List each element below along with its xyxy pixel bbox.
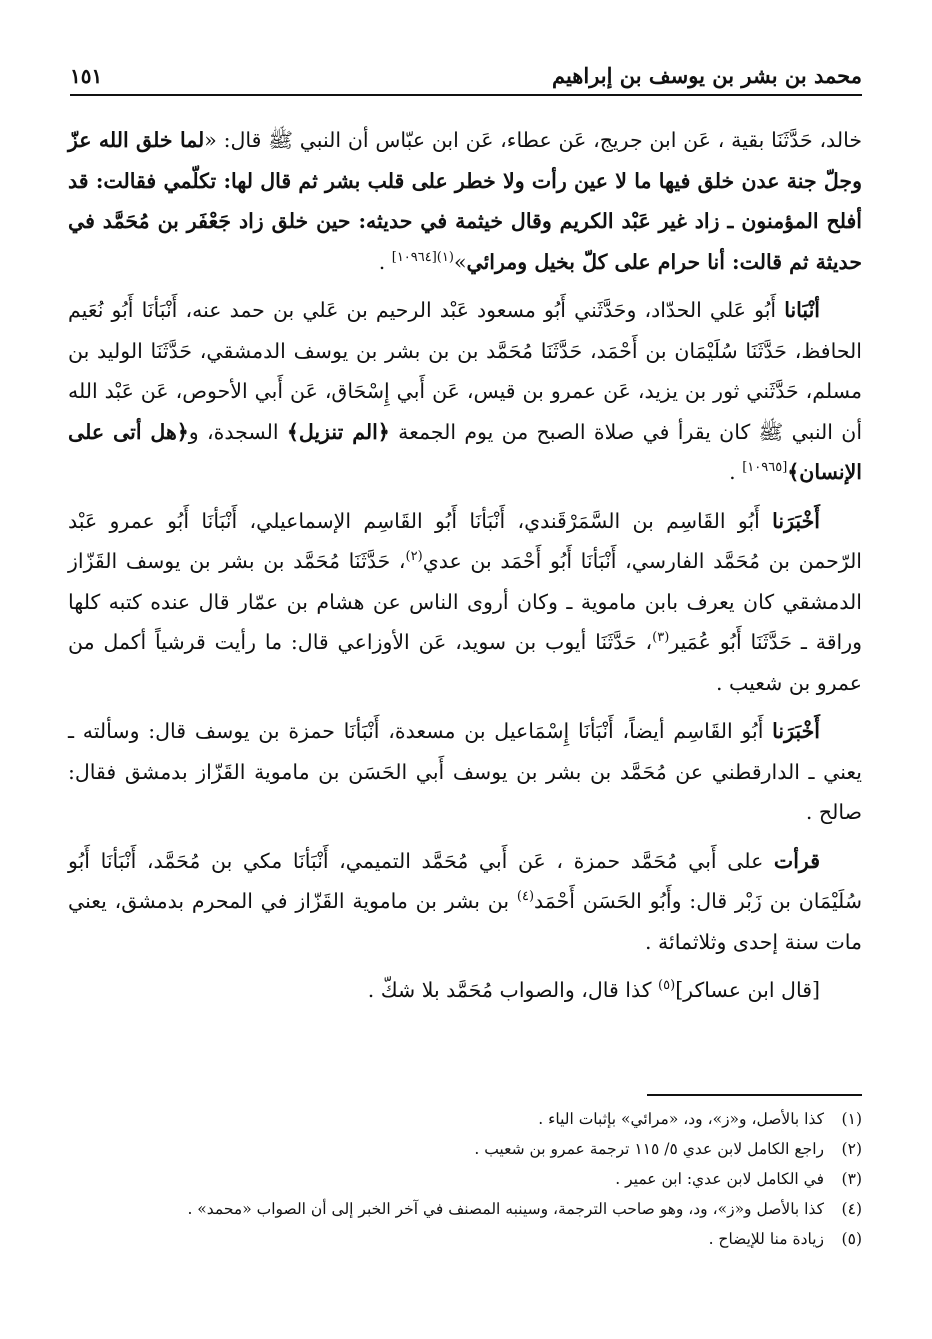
paragraph-1 bbox=[68, 120, 862, 282]
quote-close: » bbox=[453, 249, 467, 274]
paragraph-text: بن بشر بن ماموية القَزّاز في المحرم بدمشق، يعني مات سنة إحدى وثلاثمائة . bbox=[68, 889, 862, 954]
page-header bbox=[70, 52, 862, 96]
footnote-divider bbox=[647, 1094, 862, 1096]
footnote-number: (٤) bbox=[841, 1200, 862, 1218]
footnote-number: (١) bbox=[841, 1110, 862, 1128]
footnote-ref: (١)[١٠٩٦٤] bbox=[391, 249, 454, 265]
paragraph-text: ، حَدَّثَنَا أيوب بن سويد، عَن الأوزاعي قال: ما رأيت قرشياً أكمل من عمرو بن شعيب . bbox=[68, 630, 862, 695]
paragraph-6 bbox=[68, 970, 862, 1011]
footnote-item bbox=[70, 1164, 862, 1194]
footnote-number: (٢) bbox=[841, 1140, 862, 1158]
page-number: ١٥١ bbox=[70, 64, 103, 88]
footnote-ref: (٣) bbox=[652, 630, 670, 646]
paragraph-lead: أنْبَانا bbox=[784, 298, 820, 322]
paragraph-text: على أَبي مُحَمَّد حمزة ، عَن أَبي مُحَمَّد التميمي، أَنْبَأنَا مكي بن مُحَمَّد، أَنْبَأنَا أَبُو سُلَيْمَان بن زَبْر قال: وأَبُو الحَسَن أَحْمَد bbox=[68, 848, 862, 913]
paragraph-lead: قرأت bbox=[773, 848, 820, 873]
surah-name: ﴿هل أتى على الإنسان﴾ bbox=[68, 419, 862, 484]
paragraph-text: أَبُو القَاسِم أيضاً، أَنْبَأنَا إِسْمَاعيل بن مسعدة، أَنْبَأنَا حمزة بن يوسف قال: وسألته ـ يعني ـ الدارقطني عن مُحَمَّد بن بشر بن يوسف أَبي الحَسَن بن ماموية القَزّاز بدمشق فقال: صالح . bbox=[68, 719, 862, 824]
main-text bbox=[68, 120, 862, 1019]
paragraph-end: . bbox=[729, 460, 743, 484]
paragraph-text: أَبُو القَاسِم بن السَّمَرْقَندي، أَنْبَأنَا أَبُو القَاسِم الإسماعيلي، أَنْبَأنَا أَبُو عمرو عَبْد الرّحمن بن مُحَمَّد الفارسي، أَنْبَأنَا أَبُو أَحْمَد بن عدي bbox=[68, 508, 863, 573]
footnote-ref: (٤) bbox=[516, 889, 535, 905]
footnote-text: كذا بالأصل و«ز»، ود، وهو صاحب الترجمة، وسينبه المصنف في آخر الخبر إلى أن الصواب «محمد» . bbox=[187, 1200, 824, 1218]
paragraph-text: كذا قال، والصواب مُحَمَّد بلا شكّ . bbox=[367, 978, 659, 1002]
hadith-quote: لما خلق الله عزّ وجلّ جنة عدن خلق فيها ما لا عين رأت ولا خطر على قلب بشر ثم قال لها: تكلّمي فقالت: قد أفلح المؤمنون ـ زاد غير عَبْد الكريم وقال خيثمة في حديثه: حين خلق زاد جَعْفَر بن مُحَمَّد في حديثة ثم قالت: أنا حرام على كلّ بخيل ومرائي bbox=[68, 128, 862, 274]
paragraph-4 bbox=[68, 711, 862, 833]
footnote-text: راجع الكامل لابن عدي ٥/ ١١٥ ترجمة عمرو بن شعيب . bbox=[474, 1140, 824, 1158]
paragraph-3 bbox=[68, 501, 862, 704]
paragraph-lead: أَخْبَرَنا bbox=[772, 719, 820, 743]
footnote-ref: [١٠٩٦٥] bbox=[742, 460, 788, 476]
paragraph-5 bbox=[68, 841, 862, 963]
footnote-text: زيادة منا للإيضاح . bbox=[708, 1230, 824, 1248]
paragraph-text: السجدة، و bbox=[188, 419, 287, 444]
surah-name: ﴿الم تنزيل﴾ bbox=[286, 419, 390, 444]
footnote-item bbox=[70, 1104, 862, 1134]
paragraph-text: [قال ابن عساكر] bbox=[675, 978, 820, 1002]
footnote-ref: (٢) bbox=[405, 549, 423, 565]
footnote-text: في الكامل لابن عدي: ابن عمير . bbox=[615, 1170, 824, 1188]
footnotes bbox=[70, 1104, 862, 1254]
running-title: محمد بن بشر بن يوسف بن إبراهيم bbox=[551, 63, 862, 88]
paragraph-2 bbox=[68, 290, 862, 493]
footnote-item bbox=[70, 1134, 862, 1164]
paragraph-text: خالد، حَدَّثَنَا بقية ، عَن ابن جريج، عَن عطاء، عَن ابن عبّاس أن النبي ﷺ قال: « bbox=[204, 128, 862, 152]
paragraph-end: . bbox=[378, 249, 392, 274]
footnote-number: (٥) bbox=[841, 1230, 862, 1248]
footnote-text: كذا بالأصل، و«ز»، ود، «مرائي» بإثبات الياء . bbox=[538, 1110, 824, 1128]
footnote-item bbox=[70, 1194, 862, 1224]
paragraph-text: ، حَدَّثَنَا مُحَمَّد بن بشر بن يوسف القَزّاز الدمشقي كان يعرف بابن ماموية ـ وكان أروى الناس عن هشام بن عمّار قال عنده كتبه كلها وراقة ـ حَدَّثَنَا أَبُو عُمَير bbox=[68, 549, 863, 654]
paragraph-text: أَبُو عَلي الحدّاد، وحَدَّثَني أَبُو مسعود عَبْد الرحيم بن عَلي بن حمد عنه، أَنْبَأنَا أَبُو نُعَيم الحافظ، حَدَّثَنَا سُلَيْمَان بن أَحْمَد، حَدَّثَنَا مُحَمَّد بن بن بشر بن يوسف الدمشقي، حَدَّثَنَا الوليد بن مسلم، حَدَّثَني ثور بن يزيد، عَن عمرو بن قيس، عَن أَبي إِسْحَاق، عَن أَبي الأحوص، عَن عَبْد الله أن النبي ﷺ كان يقرأ في صلاة الصبح من يوم الجمعة bbox=[68, 298, 863, 444]
footnote-ref: (٥) bbox=[658, 978, 676, 994]
paragraph-lead: أَخْبَرَنا bbox=[772, 508, 820, 533]
footnote-number: (٣) bbox=[841, 1170, 862, 1188]
footnote-item bbox=[70, 1224, 862, 1254]
